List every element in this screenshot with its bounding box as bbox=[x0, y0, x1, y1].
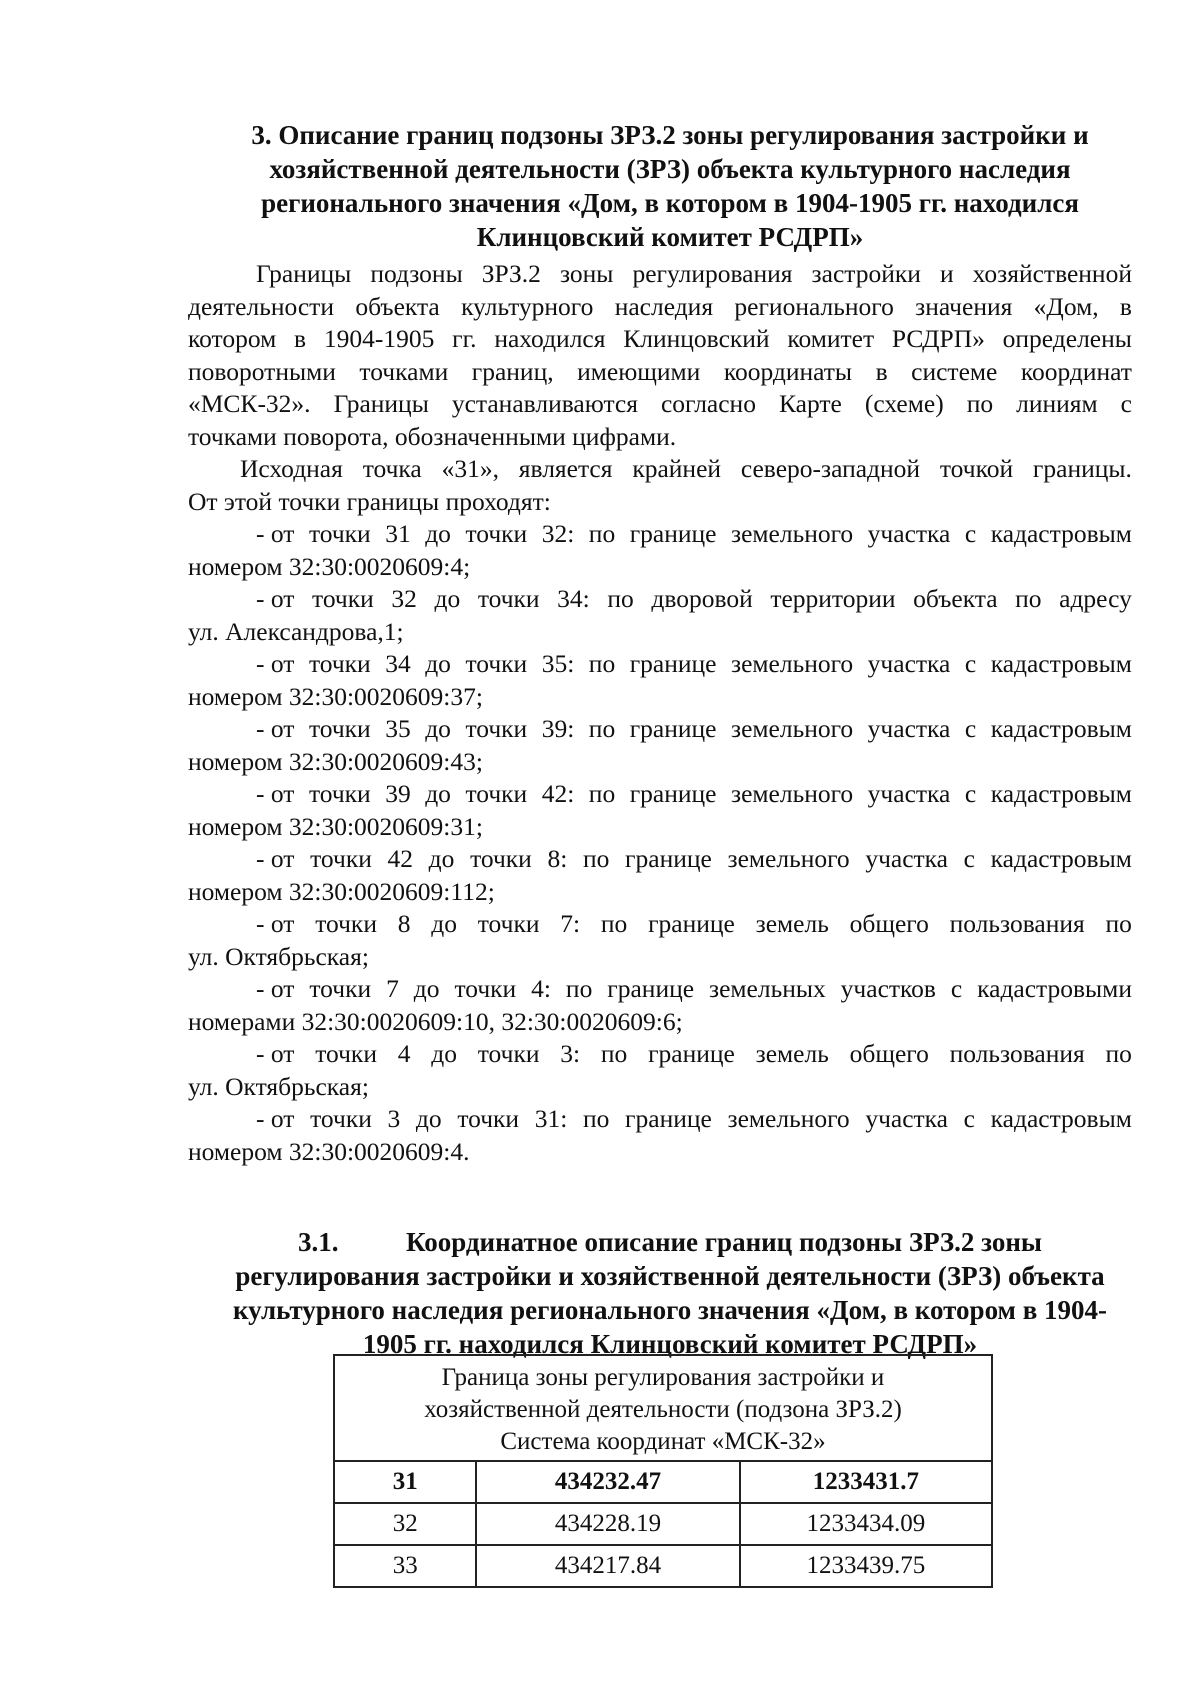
word: с bbox=[950, 974, 963, 1003]
word: северо-западной bbox=[740, 454, 921, 483]
word: комитет bbox=[787, 324, 875, 353]
caption-line: Граница зоны регулирования застройки и bbox=[441, 1364, 885, 1391]
word: территории bbox=[770, 584, 896, 613]
word: границе bbox=[625, 1104, 712, 1133]
word: - от bbox=[256, 649, 295, 678]
word: участка bbox=[867, 649, 951, 678]
word: до bbox=[425, 519, 451, 548]
word: котором bbox=[188, 324, 277, 353]
text-line bbox=[188, 778, 1132, 811]
word: кадастровым bbox=[990, 779, 1132, 808]
text-line bbox=[188, 681, 1132, 714]
word: Исходная bbox=[240, 454, 343, 483]
word: культурного bbox=[461, 291, 594, 321]
word: «МСК-32». bbox=[188, 389, 311, 418]
word: (схеме) bbox=[864, 389, 944, 418]
word: земельного bbox=[727, 1104, 850, 1133]
word: согласно bbox=[660, 389, 756, 418]
word: линиям bbox=[1016, 389, 1098, 418]
text-line bbox=[188, 746, 1132, 779]
word: земельного bbox=[731, 779, 854, 808]
word: точки bbox=[308, 519, 371, 548]
word: гг. bbox=[452, 324, 477, 353]
word: Клинцовский bbox=[623, 324, 770, 353]
word: до bbox=[431, 1039, 457, 1068]
word: точки bbox=[308, 779, 371, 808]
word: границе bbox=[648, 1039, 735, 1068]
caption-line: хозяйственной деятельности (подзона ЗРЗ.2) bbox=[424, 1396, 902, 1423]
word: с bbox=[963, 1104, 975, 1133]
word: крайней bbox=[632, 454, 722, 483]
line-text: ул. Октябрьская; bbox=[188, 941, 369, 971]
word: 31: bbox=[534, 1104, 568, 1133]
text-line bbox=[188, 908, 1132, 941]
word: по bbox=[966, 389, 994, 418]
line-text: номером 32:30:0020609:112; bbox=[188, 876, 495, 906]
word: 3 bbox=[387, 1104, 401, 1133]
word: 1904-1905 bbox=[323, 324, 435, 353]
word: участка bbox=[867, 714, 951, 743]
word: участка bbox=[865, 1104, 949, 1133]
text-line bbox=[188, 518, 1132, 551]
word: земельного bbox=[731, 649, 854, 678]
word: 35: bbox=[541, 649, 575, 678]
word: участка bbox=[867, 519, 951, 548]
word: в bbox=[875, 356, 888, 386]
word: по bbox=[582, 1104, 610, 1133]
word: 39 bbox=[385, 779, 411, 808]
x-coordinate-cell: 434217.84 bbox=[476, 1545, 739, 1587]
section-3-title bbox=[190, 118, 1150, 254]
coordinates-table bbox=[333, 1354, 993, 1588]
word: точки bbox=[465, 519, 528, 548]
text-line bbox=[188, 323, 1132, 356]
word: точки bbox=[457, 1104, 520, 1133]
word: земельных bbox=[709, 974, 826, 1003]
title-line: 3. Описание границ подзоны ЗРЗ.2 зоны регулирования застройки и bbox=[251, 120, 1089, 150]
text-line bbox=[188, 356, 1132, 389]
title-line: Клинцовский комитет РСДРП» bbox=[476, 222, 864, 252]
point-number-cell: 31 bbox=[334, 1461, 476, 1503]
word: объекта bbox=[913, 584, 998, 613]
word: участка bbox=[867, 779, 951, 808]
text-line bbox=[188, 973, 1132, 1006]
word: с bbox=[964, 649, 977, 678]
word: - от bbox=[256, 519, 295, 548]
word: значения bbox=[915, 291, 1013, 321]
point-number-cell: 32 bbox=[334, 1503, 476, 1545]
word: точка bbox=[362, 454, 422, 483]
text-line bbox=[188, 421, 1132, 454]
word: до bbox=[431, 909, 457, 938]
text-line bbox=[188, 1136, 1132, 1169]
word: до bbox=[413, 974, 440, 1003]
word: по bbox=[565, 974, 593, 1003]
word: общего bbox=[849, 1039, 929, 1068]
word: участков bbox=[840, 974, 936, 1003]
word: точки bbox=[465, 714, 528, 743]
word: - от bbox=[256, 844, 295, 873]
text-line bbox=[188, 453, 1132, 486]
word: границе bbox=[607, 974, 695, 1003]
word: точки bbox=[308, 714, 371, 743]
line-text: ул. Октябрьская; bbox=[188, 1071, 369, 1101]
word: - от bbox=[256, 779, 295, 808]
title-line: хозяйственной деятельности (ЗРЗ) объекта культурного наследия bbox=[269, 154, 1071, 184]
word: точки bbox=[308, 649, 371, 678]
word: и bbox=[939, 259, 954, 288]
line-text: номерами 32:30:0020609:10, 32:30:0020609:6; bbox=[188, 1006, 683, 1036]
word: - от bbox=[256, 714, 295, 743]
line-text: номером 32:30:0020609:4. bbox=[188, 1136, 470, 1166]
word: по bbox=[588, 649, 616, 678]
word: 4: bbox=[531, 974, 551, 1003]
word: 34: bbox=[557, 584, 590, 613]
line-text: От этой точки границы проходят: bbox=[188, 486, 551, 516]
word: с bbox=[1120, 389, 1132, 418]
word: объекта bbox=[355, 291, 440, 321]
word: хозяйственной bbox=[972, 259, 1132, 288]
y-coordinate-cell: 1233439.75 bbox=[740, 1545, 992, 1587]
word: пользования bbox=[949, 1039, 1085, 1068]
word: точки bbox=[310, 844, 372, 873]
text-line bbox=[188, 811, 1132, 844]
word: точки bbox=[309, 974, 372, 1003]
text-line bbox=[188, 258, 1132, 291]
word: зоны bbox=[559, 259, 614, 288]
word: по bbox=[1105, 1039, 1132, 1068]
word: кадастровым bbox=[990, 844, 1132, 873]
word: до bbox=[425, 779, 451, 808]
word: точки bbox=[470, 844, 532, 873]
word: границы. bbox=[1032, 454, 1132, 483]
y-coordinate-cell: 1233431.7 bbox=[740, 1461, 992, 1503]
word: 34 bbox=[385, 649, 411, 678]
word: земельного bbox=[731, 714, 854, 743]
text-line bbox=[188, 843, 1132, 876]
word: Границы bbox=[333, 389, 429, 418]
word: границе bbox=[625, 844, 712, 873]
word: имеющими bbox=[577, 356, 701, 386]
word: с bbox=[964, 714, 977, 743]
word: 7: bbox=[560, 909, 581, 938]
title-line: регионального значения «Дом, в котором в 1904-1905 гг. находился bbox=[261, 188, 1079, 218]
word: 32: bbox=[541, 519, 575, 548]
text-line bbox=[188, 713, 1132, 746]
word: границ, bbox=[471, 356, 554, 386]
word: границе bbox=[629, 649, 717, 678]
word: кадастровым bbox=[990, 649, 1132, 678]
word: по bbox=[588, 519, 616, 548]
word: точки bbox=[315, 1039, 377, 1068]
word: границе bbox=[629, 714, 717, 743]
text-line bbox=[188, 291, 1132, 324]
word: с bbox=[963, 844, 975, 873]
word: - от bbox=[256, 584, 295, 613]
word: точки bbox=[454, 974, 517, 1003]
word: кадастровыми bbox=[977, 974, 1132, 1003]
word: кадастровым bbox=[990, 519, 1132, 548]
word: застройки bbox=[811, 259, 921, 288]
word: системе bbox=[911, 356, 998, 386]
word: границе bbox=[648, 909, 735, 938]
word: точки bbox=[465, 649, 528, 678]
word: точкой bbox=[939, 454, 1014, 483]
word: Границы bbox=[256, 259, 352, 288]
text-line bbox=[188, 388, 1132, 421]
word: точки bbox=[315, 909, 377, 938]
word: 8: bbox=[547, 844, 568, 873]
word: точки bbox=[477, 909, 540, 938]
word: дворовой bbox=[651, 584, 753, 613]
word: «Дом, bbox=[1033, 291, 1099, 321]
table-row bbox=[334, 1461, 992, 1503]
text-line bbox=[188, 876, 1132, 909]
word: 7 bbox=[386, 974, 399, 1003]
word: деятельности bbox=[188, 291, 334, 321]
word: регионального bbox=[734, 291, 894, 321]
word: с bbox=[964, 519, 977, 548]
word: кадастровым bbox=[990, 714, 1132, 743]
word: с bbox=[964, 779, 977, 808]
word: - от bbox=[256, 909, 295, 938]
y-coordinate-cell: 1233434.09 bbox=[740, 1503, 992, 1545]
word: земельного bbox=[727, 844, 850, 873]
word: РСДРП» bbox=[891, 324, 985, 353]
word: поворотными bbox=[188, 356, 336, 386]
word: точки bbox=[310, 1104, 372, 1133]
word: до bbox=[425, 714, 451, 743]
word: до bbox=[425, 649, 451, 678]
line-text: номером 32:30:0020609:43; bbox=[188, 746, 483, 776]
word: до bbox=[428, 844, 455, 873]
word: 42: bbox=[541, 779, 575, 808]
word: границе bbox=[629, 519, 717, 548]
word: 31 bbox=[385, 519, 411, 548]
word: - от bbox=[256, 1104, 295, 1133]
word: - от bbox=[256, 1039, 295, 1068]
word: координаты bbox=[723, 356, 853, 386]
text-line bbox=[188, 616, 1132, 649]
title-line: регулирования застройки и хозяйственной деятельности (ЗРЗ) объекта bbox=[235, 1261, 1105, 1291]
word: 32 bbox=[391, 584, 417, 613]
section-3-1-title bbox=[190, 1225, 1150, 1361]
table-caption bbox=[334, 1355, 992, 1461]
x-coordinate-cell: 434232.47 bbox=[476, 1461, 739, 1503]
x-coordinate-cell: 434228.19 bbox=[476, 1503, 739, 1545]
text-line bbox=[188, 583, 1132, 616]
word: 8 bbox=[397, 909, 411, 938]
word: по bbox=[607, 584, 634, 613]
section-3-body bbox=[188, 258, 1132, 1168]
word: границе bbox=[629, 779, 717, 808]
word: земель bbox=[755, 1039, 829, 1068]
line-text: ул. Александрова,1; bbox=[188, 616, 404, 646]
line-text: номером 32:30:0020609:31; bbox=[188, 811, 483, 841]
text-line bbox=[188, 1071, 1132, 1104]
word: «31», bbox=[441, 454, 499, 483]
word: земельного bbox=[731, 519, 854, 548]
text-line bbox=[188, 1103, 1132, 1136]
word: по bbox=[600, 909, 628, 938]
text-line bbox=[188, 1006, 1132, 1039]
table-row bbox=[334, 1503, 992, 1545]
word: общего bbox=[849, 909, 929, 938]
word: 3: bbox=[560, 1039, 581, 1068]
word: по bbox=[588, 714, 616, 743]
word: по bbox=[588, 779, 616, 808]
word: 4 bbox=[397, 1039, 411, 1068]
word: точки bbox=[465, 779, 528, 808]
word: по bbox=[600, 1039, 628, 1068]
table-row bbox=[334, 1545, 992, 1587]
word: подзоны bbox=[370, 259, 463, 288]
word: определены bbox=[1002, 324, 1132, 353]
line-text: точками поворота, обозначенными цифрами. bbox=[188, 421, 677, 451]
title-line: 3.1. Координатное описание границ подзоны ЗРЗ.2 зоны bbox=[298, 1227, 1042, 1257]
line-text: номером 32:30:0020609:4; bbox=[188, 551, 471, 581]
word: до bbox=[434, 584, 461, 613]
word: - от bbox=[256, 974, 295, 1003]
line-text: номером 32:30:0020609:37; bbox=[188, 681, 483, 711]
word: находился bbox=[494, 324, 606, 353]
word: в bbox=[294, 324, 307, 353]
word: ЗРЗ.2 bbox=[481, 259, 541, 288]
word: Карте bbox=[778, 389, 842, 418]
word: до bbox=[415, 1104, 442, 1133]
word: наследия bbox=[614, 291, 714, 321]
text-line bbox=[188, 941, 1132, 974]
word: точки bbox=[477, 1039, 540, 1068]
word: по bbox=[582, 844, 610, 873]
word: земель bbox=[755, 909, 829, 938]
text-line bbox=[188, 486, 1132, 519]
word: точки bbox=[312, 584, 374, 613]
word: адресу bbox=[1059, 584, 1132, 613]
title-line: 1905 гг. находился Клинцовский комитет РСДРП» bbox=[362, 1329, 978, 1359]
word: устанавливаются bbox=[451, 389, 638, 418]
word: кадастровым bbox=[990, 1104, 1132, 1133]
word: по bbox=[1105, 909, 1132, 938]
word: является bbox=[518, 454, 613, 483]
word: пользования bbox=[949, 909, 1085, 938]
word: точками bbox=[359, 356, 449, 386]
word: в bbox=[1119, 291, 1132, 321]
title-line: культурного наследия регионального значения «Дом, в котором в 1904- bbox=[232, 1295, 1108, 1325]
text-line bbox=[188, 551, 1132, 584]
text-line bbox=[188, 1038, 1132, 1071]
word: точки bbox=[477, 584, 540, 613]
word: 42 bbox=[387, 844, 414, 873]
word: регулирования bbox=[632, 259, 793, 288]
word: 39: bbox=[541, 714, 575, 743]
word: по bbox=[1015, 584, 1042, 613]
caption-line: Система координат «МСК-32» bbox=[500, 1428, 826, 1455]
word: 35 bbox=[385, 714, 411, 743]
word: участка bbox=[865, 844, 949, 873]
word: координат bbox=[1020, 356, 1132, 386]
text-line bbox=[188, 648, 1132, 681]
point-number-cell: 33 bbox=[334, 1545, 476, 1587]
